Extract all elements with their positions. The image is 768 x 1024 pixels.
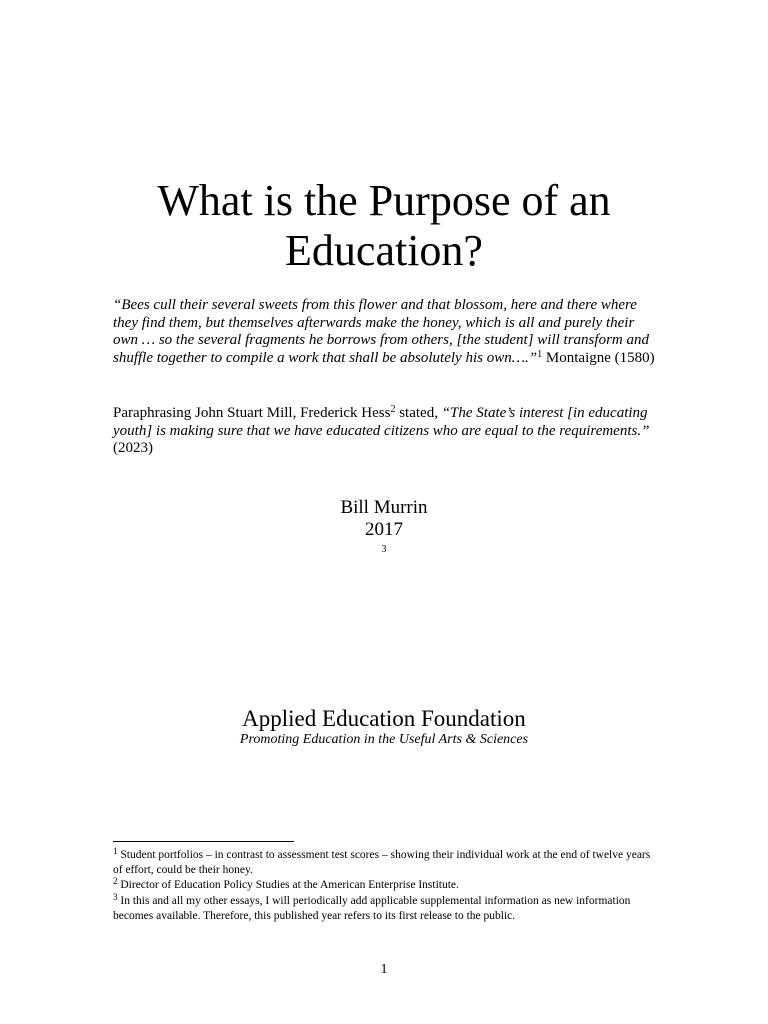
- epigraph-lead-in-tail: stated,: [395, 405, 442, 421]
- footnote-number-2: 2: [113, 876, 118, 887]
- footnote-text-1: Student portfolios – in contrast to assessment test scores – showing their individual work at the end of twelve years of effort, could be their honey.: [113, 849, 651, 877]
- document-title: [0, 176, 768, 276]
- organization-block: [0, 705, 768, 748]
- footnote-text-2: Director of Education Policy Studies at the American Enterprise Institute.: [117, 879, 459, 892]
- author-name: Bill Murrin: [340, 497, 428, 518]
- title-line-1: What is the Purpose of an: [157, 176, 611, 225]
- epigraph-lead-in: Paraphrasing John Stuart Mill, Frederick Hess: [113, 405, 391, 421]
- epigraph-hess-quote: “The State’s interest [in educating youth] is making sure that we have educated citizens who are equal to the requirements.”: [113, 405, 650, 439]
- year-text: 2017: [365, 519, 403, 540]
- epigraph-montaigne: [113, 297, 661, 367]
- footnote-number-3: 3: [113, 891, 118, 902]
- organization-name: Applied Education Foundation: [242, 706, 526, 731]
- publication-year: [0, 519, 768, 563]
- epigraph-hess: [113, 405, 661, 458]
- author-block: [0, 497, 768, 563]
- epigraph-quote-text: “Bees cull their several sweets from this flower and that blossom, here and there where they find them, but themselves afterwards make the honey, which is all and purely their own … so the several fragments he borrows from others, [the student] will transform and shuffle together to compile a work that shall be absolutely his own….”: [113, 297, 649, 366]
- footnote-2: [113, 878, 661, 893]
- page-number: 1: [380, 962, 388, 977]
- footnote-number-1: 1: [113, 846, 118, 856]
- footnote-1: [113, 848, 661, 878]
- organization-tagline: Promoting Education in the Useful Arts & Sciences: [239, 732, 529, 747]
- epigraph-attribution: Montaigne (1580): [542, 349, 655, 366]
- footnotes-section: [113, 848, 661, 924]
- footnote-text-3: In this and all my other essays, I will periodically add applicable supplemental information as new information becomes available. Therefore, this published year refers to its first release to the public.: [113, 894, 631, 922]
- footnote-ref-2[interactable]: 2: [390, 404, 396, 415]
- footnote-separator: [113, 841, 294, 842]
- title-line-2: Education?: [285, 226, 483, 275]
- footnote-ref-3[interactable]: 3: [381, 544, 387, 555]
- epigraph-hess-year: (2023): [113, 440, 153, 457]
- footnote-ref-1[interactable]: 1: [537, 348, 543, 360]
- footnote-3: [113, 891, 661, 924]
